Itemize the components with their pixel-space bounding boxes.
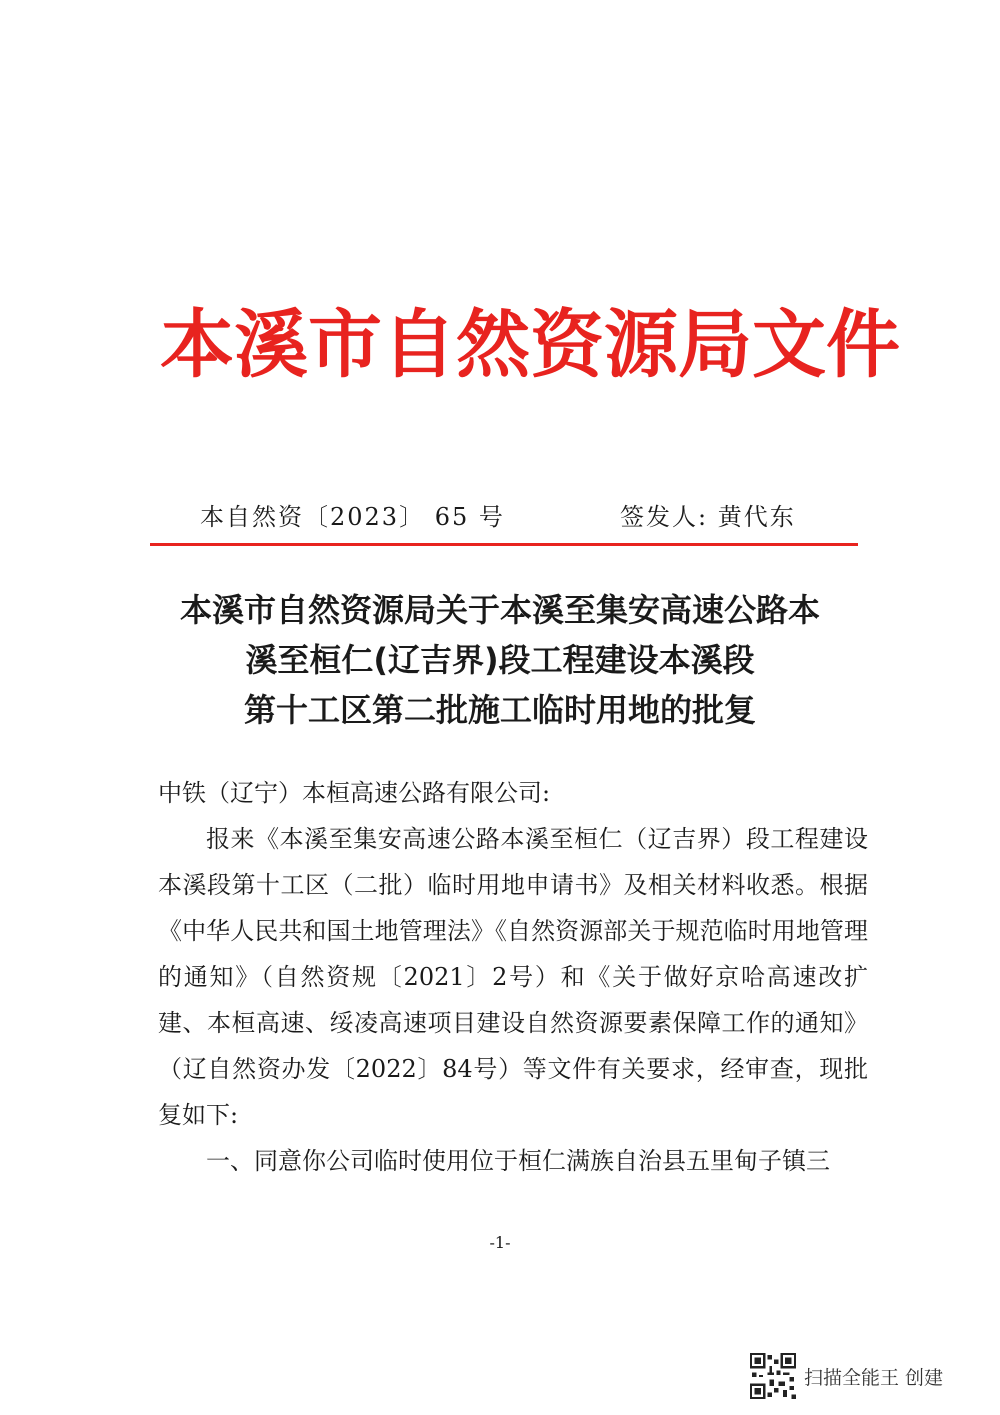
scanner-watermark <box>750 1350 943 1402</box>
document-body <box>158 770 868 1184</box>
body-paragraph-2: 一、同意你公司临时使用位于桓仁满族自治县五里甸子镇三 <box>206 1147 830 1175</box>
document-title <box>140 585 860 735</box>
signer: 签发人: 黄代东 <box>620 503 796 531</box>
title-line-2: 溪至桓仁(辽吉界)段工程建设本溪段 <box>245 641 755 679</box>
title-line-1: 本溪市自然资源局关于本溪至集安高速公路本 <box>179 591 820 629</box>
title-line-3: 第十工区第二批施工临时用地的批复 <box>243 691 756 729</box>
issuer-header-title: 本溪市自然资源局文件 <box>160 302 900 388</box>
document-number: 本自然资〔2023〕 65 号 <box>200 503 505 531</box>
salutation: 中铁（辽宁）本桓高速公路有限公司: <box>158 779 551 807</box>
page-number: -1- <box>489 1233 511 1252</box>
watermark-text: 扫描全能王 创建 <box>804 1366 944 1389</box>
red-divider <box>150 543 858 546</box>
qr-code-icon <box>750 1353 796 1399</box>
body-paragraph-1: 报来《本溪至集安高速公路本溪至桓仁（辽吉界）段工程建设本溪段第十工区（二批）临时用地申请书》及相关材料收悉。根据《中华人民共和国土地管理法》《自然资源部关于规范临时用地管理的通知》（自然资规〔2021〕2号）和《关于做好京哈高速改扩建、本桓高速、绥凌高速项目建设自然资源要素保障工作的通知》（辽自然资办发〔2022〕84号）等文件有关要求，经审查，现批复如下: <box>158 825 868 1129</box>
